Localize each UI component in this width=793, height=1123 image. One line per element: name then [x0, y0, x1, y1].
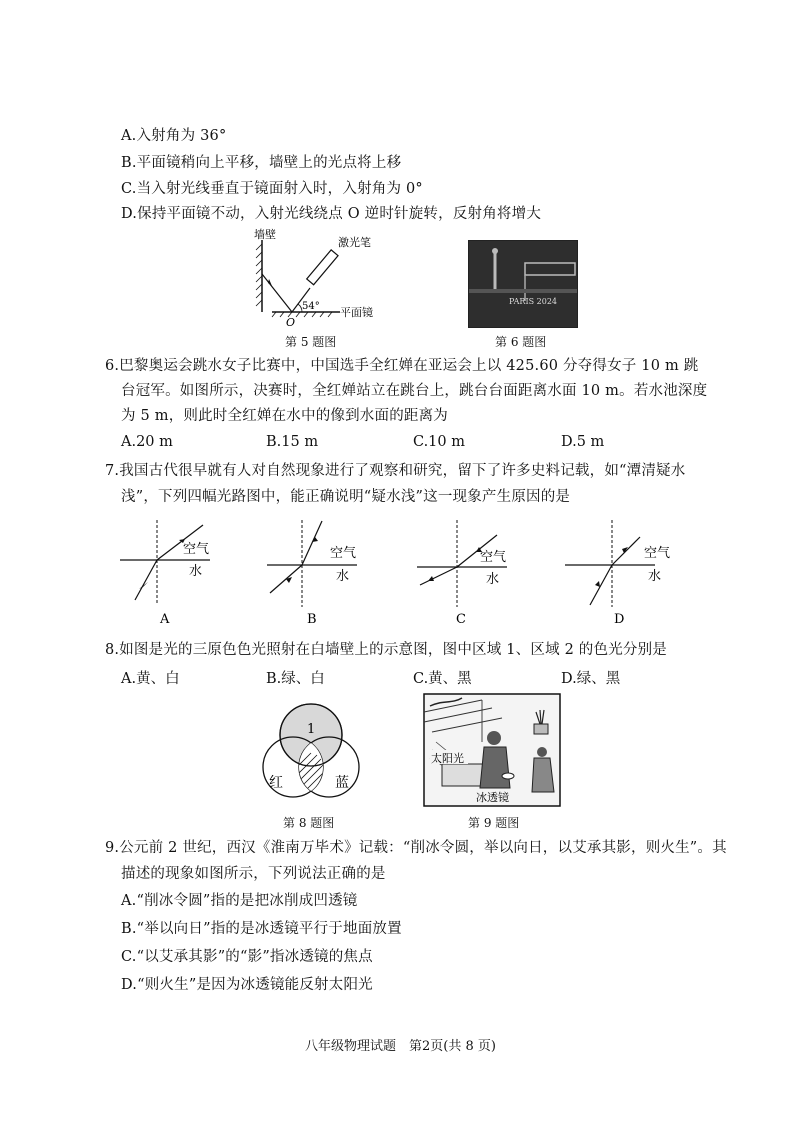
person-body — [480, 747, 510, 788]
lens-label: 冰透镜 — [476, 791, 509, 804]
region1-label: 1 — [307, 722, 316, 737]
q8-option-b: B.绿、白 — [266, 671, 325, 687]
mirror-label: 平面镜 — [340, 306, 373, 319]
angle-label: 54° — [302, 301, 320, 312]
q5-option-a: A.入射角为 36° — [121, 128, 227, 144]
person-head — [487, 731, 501, 745]
diagram-letter: A — [160, 612, 170, 627]
q8-stem: 8.如图是光的三原色色光照射在白墙壁上的示意图，图中区域 1、区域 2 的色光分别是 — [105, 642, 668, 658]
fig6-caption: 第 6 题图 — [495, 335, 547, 349]
q5-option-d: D.保持平面镜不动，入射光线绕点 O 逆时针旋转，反射角将增大 — [121, 206, 542, 222]
q7-stem-1: 7.我国古代很早就有人对自然现象进行了观察和研究，留下了许多史料记载，如“潭清疑水 — [105, 463, 686, 479]
q6-stem-1: 6.巴黎奥运会跳水女子比赛中，中国选手全红婵在亚运会上以 425.60 分夺得女子 10 m 跳 — [105, 358, 699, 374]
q6-option-d: D.5 m — [561, 434, 605, 450]
q5-option-c: C.当入射光线垂直于镜面射入时，入射角为 0° — [121, 181, 423, 197]
wall-hatch — [256, 244, 262, 306]
fig5-caption: 第 5 题图 — [285, 335, 337, 349]
red-label: 红 — [269, 775, 283, 791]
fig8-caption: 第 8 题图 — [283, 816, 335, 830]
fig6-photo — [468, 240, 578, 328]
water-label: 水 — [189, 564, 203, 579]
q6-stem-3: 为 5 m，则此时全红婵在水中的像到水面的距离为 — [121, 408, 448, 424]
laser-pen — [307, 250, 338, 285]
q7-diagram-c — [412, 515, 512, 627]
q6-option-a: A.20 m — [121, 434, 173, 450]
q9-stem-1: 9.公元前 2 世纪，西汉《淮南万毕术》记载：“削冰令圆，举以向日，以艾承其影，则火生”。其 — [105, 840, 727, 856]
diagram-letter: B — [307, 612, 317, 627]
reflected-ray — [262, 274, 292, 312]
diagram-letter: C — [456, 612, 466, 627]
diagram-letter: D — [614, 612, 625, 627]
water-label: 水 — [336, 569, 350, 584]
q9-option-a: A.“削冰令圆”指的是把冰削成凹透镜 — [121, 893, 358, 909]
wall-label: 墙壁 — [254, 228, 276, 241]
q6-stem-2: 台冠军。如图所示，决赛时，全红婵站立在跳台上，跳台台面距离水面 10 m。若水池深度 — [121, 383, 708, 399]
air-label: 空气 — [644, 546, 671, 561]
water-label: 水 — [648, 569, 662, 584]
q7-stem-2: 浅”，下列四幅光路图中，能正确说明“疑水浅”这一现象产生原因的是 — [121, 489, 571, 505]
paris-2024-text: PARIS 2024 — [509, 297, 557, 306]
fig9-caption: 第 9 题图 — [468, 816, 520, 830]
q9-stem-2: 描述的现象如图所示，下列说法正确的是 — [121, 866, 386, 882]
q9-option-c: C.“以艾承其影”的“影”指冰透镜的焦点 — [121, 949, 373, 965]
q8-option-a: A.黄、白 — [121, 671, 180, 687]
q6-option-b: B.15 m — [266, 434, 319, 450]
blue-label: 蓝 — [335, 775, 349, 791]
ice-lens — [502, 773, 514, 779]
fig5-mirror-diagram — [240, 226, 390, 330]
q6-option-c: C.10 m — [413, 434, 465, 450]
flower-pot — [534, 724, 548, 734]
page-footer: 八年级物理试题 第2页(共 8 页) — [305, 1039, 496, 1054]
child-head — [537, 747, 547, 757]
q7-diagram-a — [115, 515, 215, 627]
q9-option-b: B.“举以向日”指的是冰透镜平行于地面放置 — [121, 921, 402, 937]
fig8-venn-diagram — [255, 695, 367, 807]
point-o-label: O — [286, 316, 296, 329]
air-label: 空气 — [183, 542, 210, 557]
water-label: 水 — [486, 572, 500, 587]
sun-label: 太阳光 — [431, 752, 464, 765]
air-label: 空气 — [330, 546, 357, 561]
air-label: 空气 — [480, 550, 507, 565]
q9-option-d: D.“则火生”是因为冰透镜能反射太阳光 — [121, 977, 373, 993]
q8-option-d: D.绿、黑 — [561, 671, 621, 687]
q8-option-c: C.黄、黑 — [413, 671, 472, 687]
fig9-illustration — [422, 692, 562, 810]
q7-diagram-b — [262, 515, 362, 627]
q5-option-b: B.平面镜稍向上平移，墙壁上的光点将上移 — [121, 155, 402, 171]
q7-diagram-d — [560, 515, 671, 627]
laser-label: 激光笔 — [338, 236, 371, 249]
child-body — [532, 758, 554, 792]
